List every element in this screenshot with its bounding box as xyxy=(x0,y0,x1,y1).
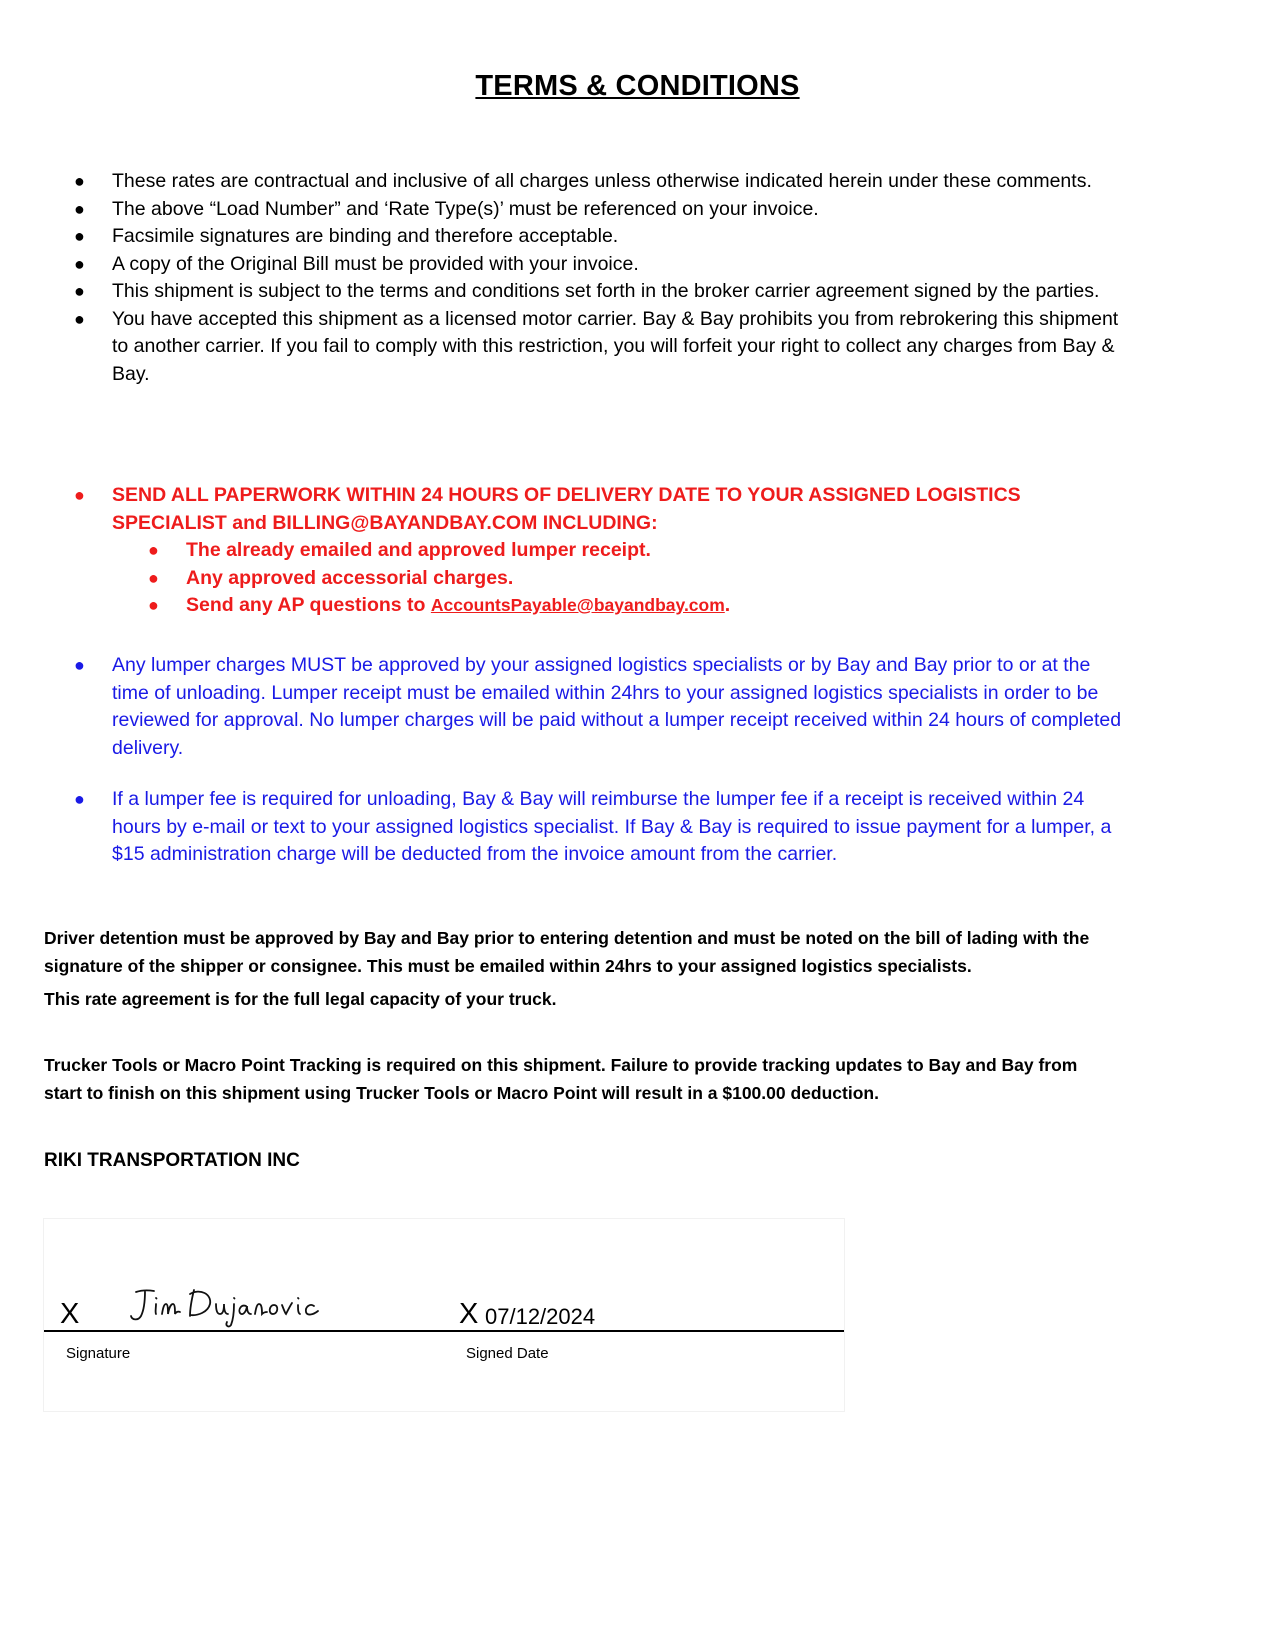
paperwork-instructions xyxy=(72,482,1122,620)
bullet-icon: ● xyxy=(148,567,159,588)
detention-paragraph: Driver detention must be approved by Bay and Bay prior to entering detention and must be noted on the bill of lading with the signature of the shipper or consignee. This must be emailed within 24hrs to your assigned logistics specialists. xyxy=(44,928,1090,976)
list-item: ● The already emailed and approved lumper receipt. xyxy=(72,537,1122,565)
list-item: ● Facsimile signatures are binding and therefore acceptable. xyxy=(72,223,1122,251)
lumper-approval-note: ● Any lumper charges MUST be approved by your assigned logistics specialists or by Bay and Bay prior to or at the time of unloading. Lumper receipt must be emailed within 24hrs to your assigned logistics specialists in order to be reviewed for approval. No lumper charges will be paid without a lumper receipt received within 24 hours of completed delivery. xyxy=(74,654,1122,759)
bullet-icon: ● xyxy=(148,540,159,560)
list-item: ● You have accepted this shipment as a licensed motor carrier. Bay & Bay prohibits you from rebrokering this shipment to another carrier. If you fail to comply with this restriction, you will forfeit your right to collect any charges from Bay & Bay. xyxy=(74,307,1119,385)
page-title: TERMS & CONDITIONS xyxy=(475,70,800,102)
bullet-icon: ● xyxy=(148,595,159,615)
bullet-icon: ● xyxy=(74,281,85,301)
list-item xyxy=(72,482,1122,537)
list-item: ● The above “Load Number” and ‘Rate Type(s)’ must be referenced on your invoice. xyxy=(72,196,1122,224)
tracking-paragraph: Trucker Tools or Macro Point Tracking is required on this shipment. Failure to provide tracking updates to Bay and Bay from start to finish on this shipment using Trucker Tools or Macro Point will result in a $100.00 deduction. xyxy=(44,1055,1078,1103)
list-item: ● A copy of the Original Bill must be provided with your invoice. xyxy=(72,251,1122,279)
lumper-fee-note: ● If a lumper fee is required for unloading, Bay & Bay will reimburse the lumper fee if a receipt is received within 24 hours by e-mail or text to your assigned logistics specialist. If Bay & Bay is required to issue payment for a lumper, a $15 administration charge will be deducted from the invoice amount from the carrier. xyxy=(74,788,1112,865)
list-item: ● These rates are contractual and inclusive of all charges unless otherwise indicated herein under these comments. xyxy=(72,168,1122,196)
carrier-name: RIKI TRANSPORTATION INC xyxy=(44,1150,300,1171)
bullet-icon: ● xyxy=(74,655,85,675)
list-item: ● Send any AP questions to AccountsPayable@bayandbay.com. xyxy=(72,592,1122,620)
paperwork-sub-list xyxy=(72,537,1122,620)
bullet-icon: ● xyxy=(74,253,85,274)
accounts-payable-email-link[interactable]: AccountsPayable@bayandbay.com xyxy=(430,595,725,615)
signed-date-value: 07/12/2024 xyxy=(485,1304,596,1329)
bullet-icon: ● xyxy=(74,308,85,329)
bullet-icon: ● xyxy=(74,198,85,219)
signature-x-mark: X xyxy=(60,1298,80,1330)
signature-line xyxy=(44,1330,844,1332)
list-item: ● Any approved accessorial charges. xyxy=(72,565,1122,593)
bullet-icon: ● xyxy=(74,171,85,191)
handwritten-signature xyxy=(128,1286,328,1328)
terms-list xyxy=(72,168,1122,388)
list-item: ● This shipment is subject to the terms and conditions set forth in the broker carrier agreement signed by the parties. xyxy=(72,278,1122,306)
date-x-mark: X xyxy=(459,1298,479,1330)
capacity-paragraph: This rate agreement is for the full legal capacity of your truck. xyxy=(44,989,557,1009)
signature-caption: Signature xyxy=(66,1345,131,1362)
bullet-icon: ● xyxy=(74,485,85,505)
bullet-icon: ● xyxy=(74,226,85,246)
signed-date-caption: Signed Date xyxy=(466,1345,549,1362)
bullet-icon: ● xyxy=(74,789,85,809)
paperwork-heading: SEND ALL PAPERWORK WITHIN 24 HOURS OF DELIVERY DATE TO YOUR ASSIGNED LOGISTICS SPECIALIST and BILLING@BAYANDBAY.COM INCLUDING: xyxy=(112,484,1021,534)
